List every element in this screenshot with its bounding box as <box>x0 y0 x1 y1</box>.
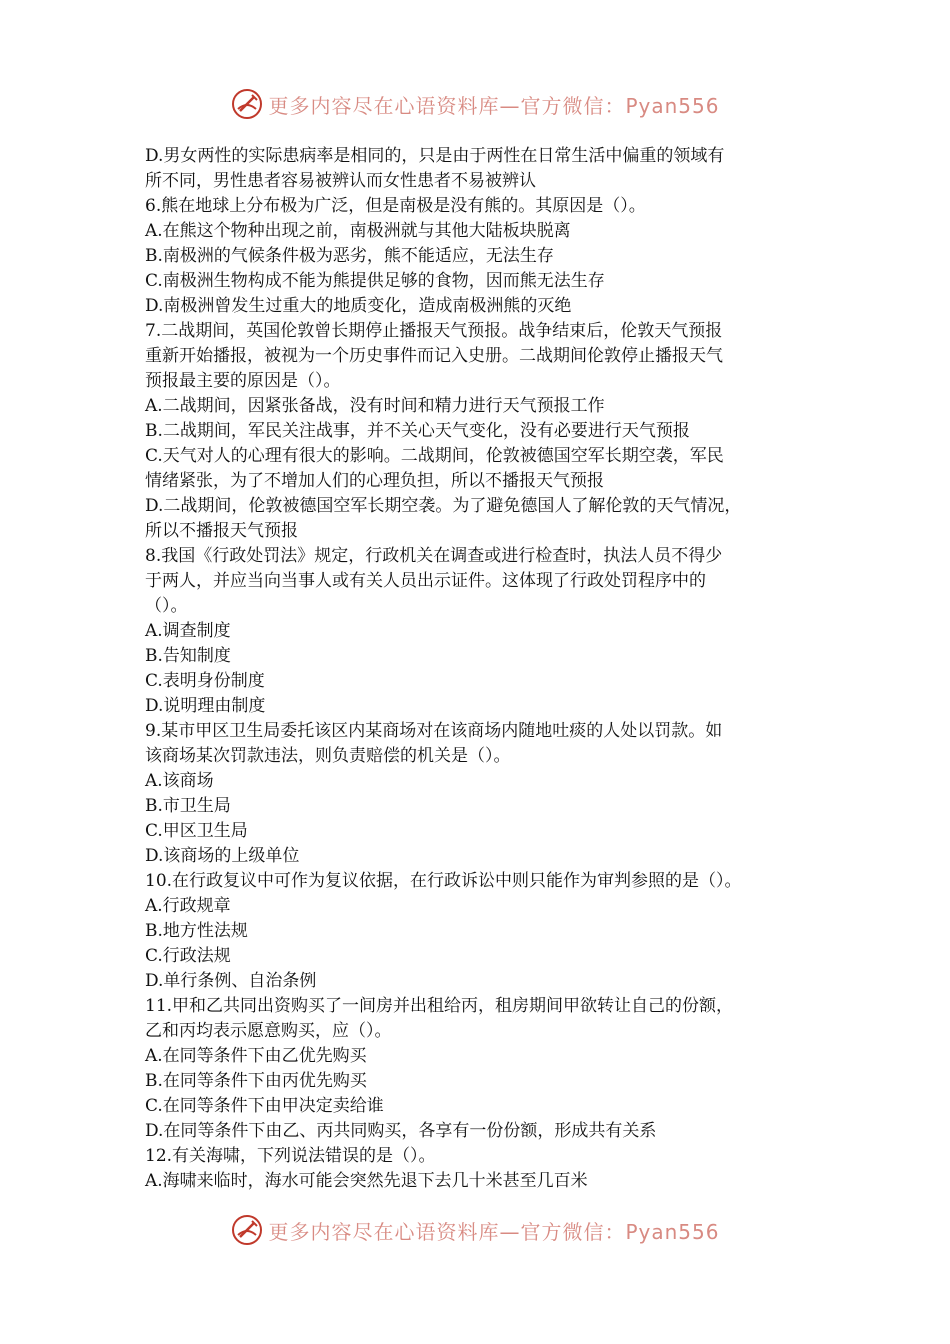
text-line: D.男女两性的实际患病率是相同的，只是由于两性在日常生活中偏重的领域有 <box>145 146 725 166</box>
text-line: 所以不播报天气预报 <box>145 521 298 541</box>
text-line: A.海啸来临时，海水可能会突然先退下去几十米甚至几百米 <box>145 1171 588 1191</box>
text-line: 6.熊在地球上分布极为广泛，但是南极是没有熊的。其原因是（）。 <box>145 196 646 216</box>
text-line: D.说明理由制度 <box>145 696 266 716</box>
text-line: A.二战期间，因紧张备战，没有时间和精力进行天气预报工作 <box>145 396 605 416</box>
text-line: 所不同，男性患者容易被辨认而女性患者不易被辨认 <box>145 171 536 191</box>
text-line: 9.某市甲区卫生局委托该区内某商场对在该商场内随地吐痰的人处以罚款。如 <box>145 721 723 741</box>
text-line: A.在熊这个物种出现之前，南极洲就与其他大陆板块脱离 <box>145 221 571 241</box>
header-banner <box>0 84 950 124</box>
text-line: D.该商场的上级单位 <box>145 846 300 866</box>
text-line: 预报最主要的原因是（）。 <box>145 371 341 391</box>
text-line: B.地方性法规 <box>145 921 248 941</box>
text-line: C.行政法规 <box>145 946 231 966</box>
text-line: C.表明身份制度 <box>145 671 265 691</box>
text-line: （）。 <box>145 596 188 616</box>
text-line: 重新开始播报，被视为一个历史事件而记入史册。二战期间伦敦停止播报天气 <box>145 346 723 366</box>
text-line: B.二战期间，军民关注战事，并不关心天气变化，没有必要进行天气预报 <box>145 421 690 441</box>
text-line: D.二战期间，伦敦被德国空军长期空袭。为了避免德国人了解伦敦的天气情况， <box>145 496 742 516</box>
text-line: 乙和丙均表示愿意购买，应（）。 <box>145 1021 392 1041</box>
text-line: B.南极洲的气候条件极为恶劣，熊不能适应，无法生存 <box>145 246 554 266</box>
text-line: 于两人，并应当向当事人或有关人员出示证件。这体现了行政处罚程序中的 <box>145 571 706 591</box>
text-line: 12.有关海啸，下列说法错误的是（）。 <box>145 1146 436 1166</box>
book-pen-logo-icon <box>230 87 264 121</box>
text-line: C.南极洲生物构成不能为熊提供足够的食物，因而熊无法生存 <box>145 271 605 291</box>
text-line: A.行政规章 <box>145 896 231 916</box>
book-pen-logo-icon <box>230 1213 264 1247</box>
question-text-body <box>145 144 825 1194</box>
text-line: D.南极洲曾发生过重大的地质变化，造成南极洲熊的灭绝 <box>145 296 572 316</box>
footer-banner-text: 更多内容尽在心语资料库—官方微信：Pyan556 <box>268 1219 720 1244</box>
text-line: C.天气对人的心理有很大的影响。二战期间，伦敦被德国空军长期空袭，军民 <box>145 446 724 466</box>
text-line: 8.我国《行政处罚法》规定，行政机关在调查或进行检查时，执法人员不得少 <box>145 546 723 566</box>
text-line: D.单行条例、自治条例 <box>145 971 317 991</box>
text-line: 11.甲和乙共同出资购买了一间房并出租给丙，租房期间甲欲转让自己的份额， <box>145 996 734 1016</box>
text-line: C.在同等条件下由甲决定卖给谁 <box>145 1096 384 1116</box>
text-line: D.在同等条件下由乙、丙共同购买，各享有一份份额，形成共有关系 <box>145 1121 657 1141</box>
text-line: 该商场某次罚款违法，则负责赔偿的机关是（）。 <box>145 746 511 766</box>
text-line: 情绪紧张，为了不增加人们的心理负担，所以不播报天气预报 <box>145 471 604 491</box>
header-banner-text: 更多内容尽在心语资料库—官方微信：Pyan556 <box>268 93 720 118</box>
text-line: C.甲区卫生局 <box>145 821 248 841</box>
text-line: B.在同等条件下由丙优先购买 <box>145 1071 367 1091</box>
footer-banner <box>0 1210 950 1250</box>
text-line: A.该商场 <box>145 771 214 791</box>
text-line: 10.在行政复议中可作为复议依据，在行政诉讼中则只能作为审判参照的是（）。 <box>145 871 742 891</box>
text-line: B.告知制度 <box>145 646 231 666</box>
text-line: A.在同等条件下由乙优先购买 <box>145 1046 367 1066</box>
text-line: A.调查制度 <box>145 621 231 641</box>
text-line: 7.二战期间，英国伦敦曾长期停止播报天气预报。战争结束后，伦敦天气预报 <box>145 321 723 341</box>
text-line: B.市卫生局 <box>145 796 231 816</box>
